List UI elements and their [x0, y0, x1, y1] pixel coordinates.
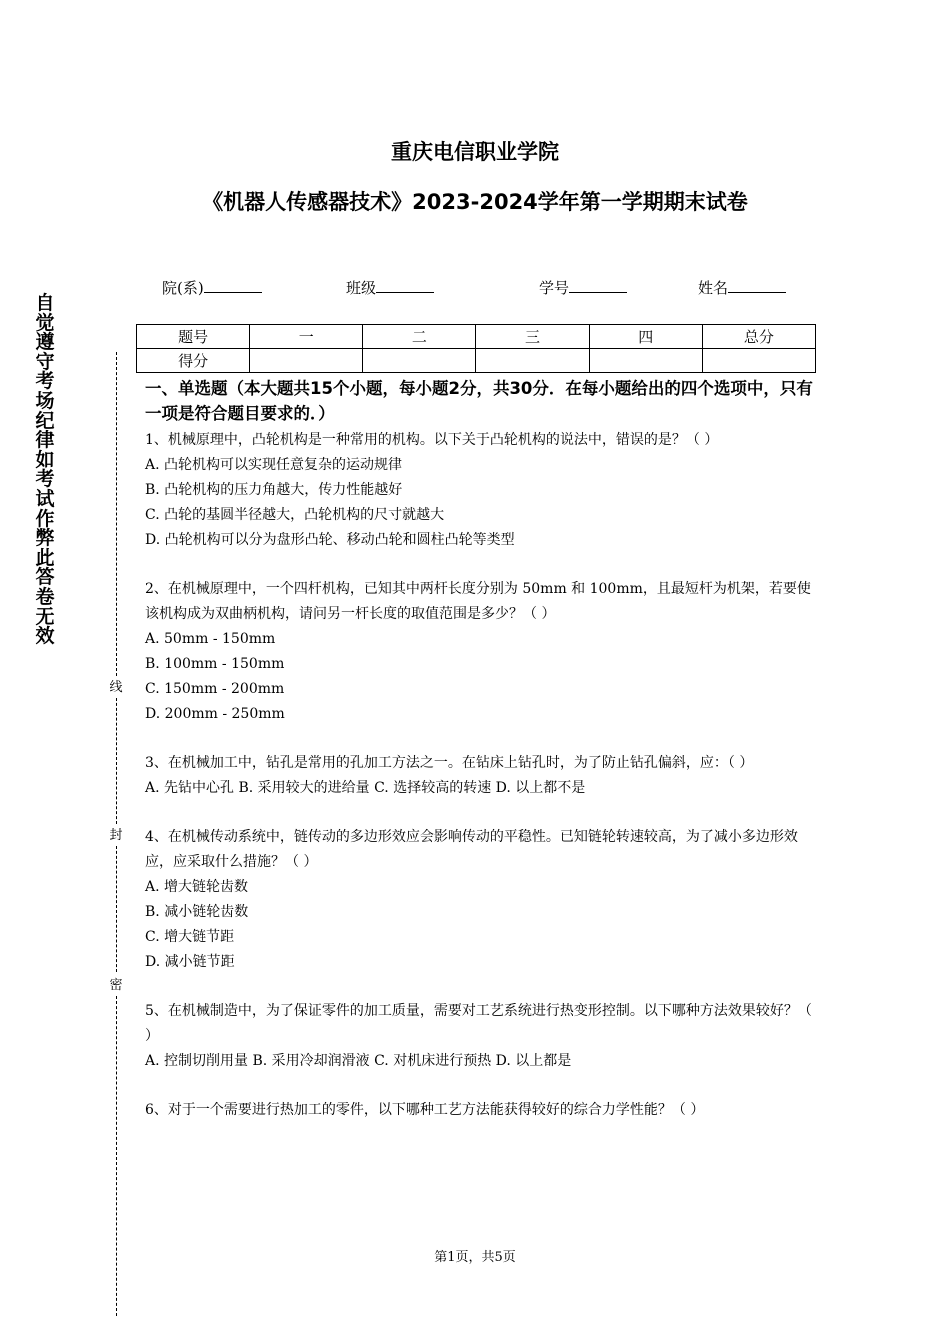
score-table-score-row — [137, 349, 816, 373]
exam-content — [145, 376, 813, 1147]
student-info-row — [0, 276, 950, 300]
question-1 — [145, 428, 813, 553]
department-field[interactable] — [162, 276, 262, 298]
name-label: 姓名 — [698, 279, 729, 297]
name-field[interactable] — [698, 276, 786, 298]
binding-dashed-line — [116, 846, 117, 972]
question-text: 5、在机械制造中，为了保证零件的加工质量，需要对工艺系统进行热变形控制。以下哪种方法效果较好？（ ） — [145, 1003, 812, 1044]
option-c[interactable]: C. 增大链节距 — [145, 929, 235, 945]
score-input-cell[interactable] — [363, 349, 476, 373]
score-table-header-row — [137, 325, 816, 349]
page-footer: 第1页，共5页 — [434, 1250, 516, 1265]
binding-dashed-line — [116, 352, 117, 676]
option-d[interactable]: D. 减小链节距 — [145, 954, 235, 970]
school-title: 重庆电信职业学院 — [391, 140, 559, 164]
question-text: 1、机械原理中，凸轮机构是一种常用的机构。以下关于凸轮机构的说法中，错误的是？（ ） — [145, 432, 719, 448]
seal-mark-mi: 密 — [107, 978, 125, 994]
question-2 — [145, 577, 813, 727]
question-3 — [145, 751, 813, 801]
binding-dashed-line — [116, 996, 117, 1316]
score-table-cell: 题号 — [137, 325, 250, 349]
option-b[interactable]: B. 凸轮机构的压力角越大，传力性能越好 — [145, 482, 403, 498]
class-label: 班级 — [346, 279, 377, 297]
score-table — [136, 324, 816, 373]
exam-title: 《机器人传感器技术》2023-2024学年第一学期期末试卷 — [202, 190, 748, 214]
options-inline[interactable]: A. 控制切削用量 B. 采用冷却润滑液 C. 对机床进行预热 D. 以上都是 — [145, 1053, 572, 1069]
binding-dashed-line — [116, 698, 117, 824]
department-blank[interactable] — [204, 276, 262, 293]
seal-mark-feng: 封 — [107, 828, 125, 844]
question-text: 3、在机械加工中，钻孔是常用的孔加工方法之一。在钻床上钻孔时，为了防止钻孔偏斜，应：（ ） — [145, 755, 754, 771]
student-id-blank[interactable] — [569, 276, 627, 293]
score-input-cell[interactable] — [702, 349, 815, 373]
option-d[interactable]: D. 凸轮机构可以分为盘形凸轮、移动凸轮和圆柱凸轮等类型 — [145, 532, 515, 548]
section-heading: 一、单选题（本大题共15个小题，每小题2分，共30分．在每小题给出的四个选项中，只有一项是符合题目要求的．） — [145, 379, 813, 423]
score-table-cell: 总分 — [702, 325, 815, 349]
student-id-label: 学号 — [539, 279, 570, 297]
score-table-cell: 一 — [250, 325, 363, 349]
score-table-cell: 四 — [589, 325, 702, 349]
score-table-cell: 三 — [476, 325, 589, 349]
score-input-cell[interactable] — [250, 349, 363, 373]
class-field[interactable] — [346, 276, 434, 298]
question-5 — [145, 999, 813, 1074]
class-blank[interactable] — [376, 276, 434, 293]
score-input-cell[interactable] — [476, 349, 589, 373]
exam-discipline-note: 自觉遵守考场纪律如考试作弊此答卷无效 — [35, 292, 55, 648]
option-a[interactable]: A. 增大链轮齿数 — [145, 879, 249, 895]
option-b[interactable]: B. 100mm - 150mm — [145, 656, 285, 672]
score-row-label: 得分 — [137, 349, 250, 373]
score-table-cell: 二 — [363, 325, 476, 349]
question-text: 2、在机械原理中，一个四杆机构，已知其中两杆长度分别为 50mm 和 100mm，且最短杆为机架，若要使该机构成为双曲柄机构，请问另一杆长度的取值范围是多少？（ ） — [145, 581, 811, 622]
options-inline[interactable]: A. 先钻中心孔 B. 采用较大的进给量 C. 选择较高的转速 D. 以上都不是 — [145, 780, 586, 796]
option-c[interactable]: C. 凸轮的基圆半径越大，凸轮机构的尺寸就越大 — [145, 507, 445, 523]
student-id-field[interactable] — [539, 276, 627, 298]
department-label: 院(系) — [162, 279, 204, 297]
option-a[interactable]: A. 凸轮机构可以实现任意复杂的运动规律 — [145, 457, 403, 473]
question-4 — [145, 825, 813, 975]
seal-mark-xian: 线 — [107, 680, 125, 696]
score-input-cell[interactable] — [589, 349, 702, 373]
option-a[interactable]: A. 50mm - 150mm — [145, 631, 276, 647]
question-text: 6、对于一个需要进行热加工的零件，以下哪种工艺方法能获得较好的综合力学性能？（ ） — [145, 1102, 705, 1118]
question-text: 4、在机械传动系统中，链传动的多边形效应会影响传动的平稳性。已知链轮转速较高，为了减小多边形效应，应采取什么措施？（ ） — [145, 829, 798, 870]
question-6 — [145, 1098, 813, 1123]
option-d[interactable]: D. 200mm - 250mm — [145, 706, 285, 722]
option-c[interactable]: C. 150mm - 200mm — [145, 681, 285, 697]
option-b[interactable]: B. 减小链轮齿数 — [145, 904, 249, 920]
name-blank[interactable] — [728, 276, 786, 293]
